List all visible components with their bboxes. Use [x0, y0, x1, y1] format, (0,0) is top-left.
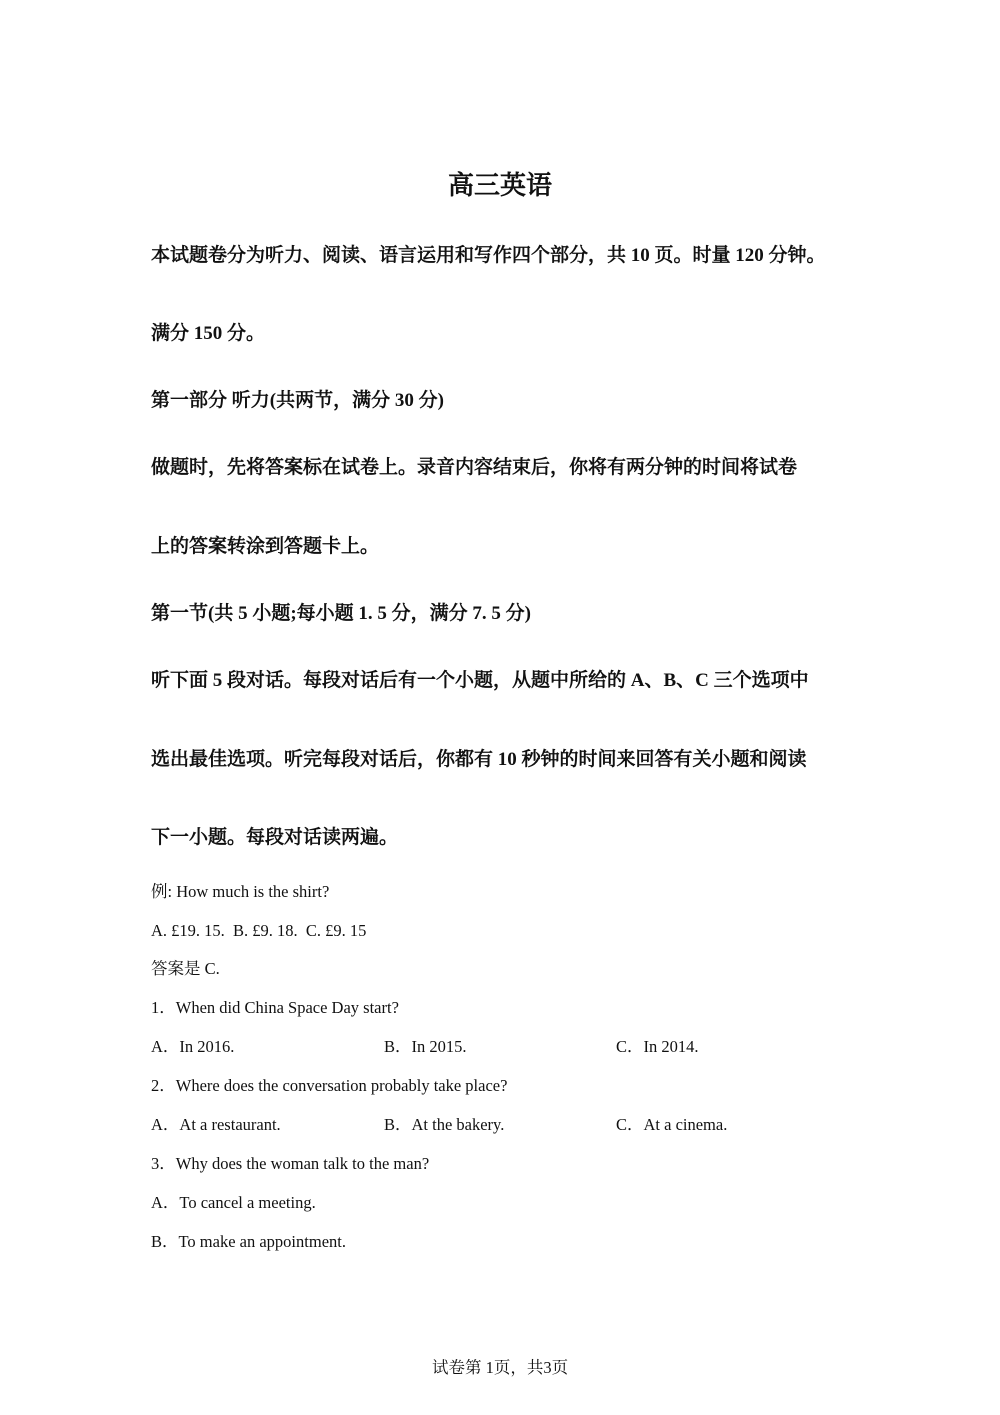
intro-line-1: 本试题卷分为听力、阅读、语言运用和写作四个部分，共 10 页。时量 120 分钟。: [151, 245, 826, 266]
exam-title: 高三英语: [447, 171, 552, 201]
part1-instruction-line-2: 上的答案转涂到答题卡上。: [151, 536, 380, 557]
part1-instruction-line-1: 做题时，先将答案标在试卷上。录音内容结束后，你将有两分钟的时间将试卷: [151, 457, 798, 478]
section1-heading: 第一节(共 5 小题;每小题 1. 5 分，满分 7. 5 分): [151, 603, 531, 624]
page-footer: 试卷第 1页，共3页: [431, 1358, 569, 1377]
example-answer: 答案是 C.: [151, 959, 220, 978]
question-2-option-c: C．At a cinema.: [616, 1115, 728, 1134]
question-2-option-a: A．At a restaurant.: [151, 1115, 281, 1134]
intro-line-2: 满分 150 分。: [151, 323, 266, 344]
section1-instruction-line-2: 选出最佳选项。听完每段对话后，你都有 10 秒钟的时间来回答有关小题和阅读: [151, 749, 807, 770]
question-1-stem: 1．When did China Space Day start?: [151, 998, 399, 1017]
section1-instruction-line-1: 听下面 5 段对话。每段对话后有一个小题，从题中所给的 A、B、C 三个选项中: [151, 670, 809, 691]
question-1-option-b: B．In 2015.: [384, 1037, 467, 1056]
question-2-option-b: B．At the bakery.: [384, 1115, 505, 1134]
question-3-stem: 3．Why does the woman talk to the man?: [151, 1154, 430, 1173]
question-3-option-a: A．To cancel a meeting.: [151, 1193, 316, 1212]
example-options: A. £19. 15. B. £9. 18. C. £9. 15: [151, 921, 367, 940]
question-3-option-b: B．To make an appointment.: [151, 1232, 346, 1251]
section1-instruction-line-3: 下一小题。每段对话读两遍。: [151, 827, 399, 848]
part1-heading: 第一部分 听力(共两节，满分 30 分): [151, 390, 444, 411]
question-1-option-a: A．In 2016.: [151, 1037, 235, 1056]
question-2-stem: 2．Where does the conversation probably take place?: [151, 1076, 508, 1095]
question-1-option-c: C．In 2014.: [616, 1037, 699, 1056]
example-question: 例: How much is the shirt?: [151, 882, 330, 901]
